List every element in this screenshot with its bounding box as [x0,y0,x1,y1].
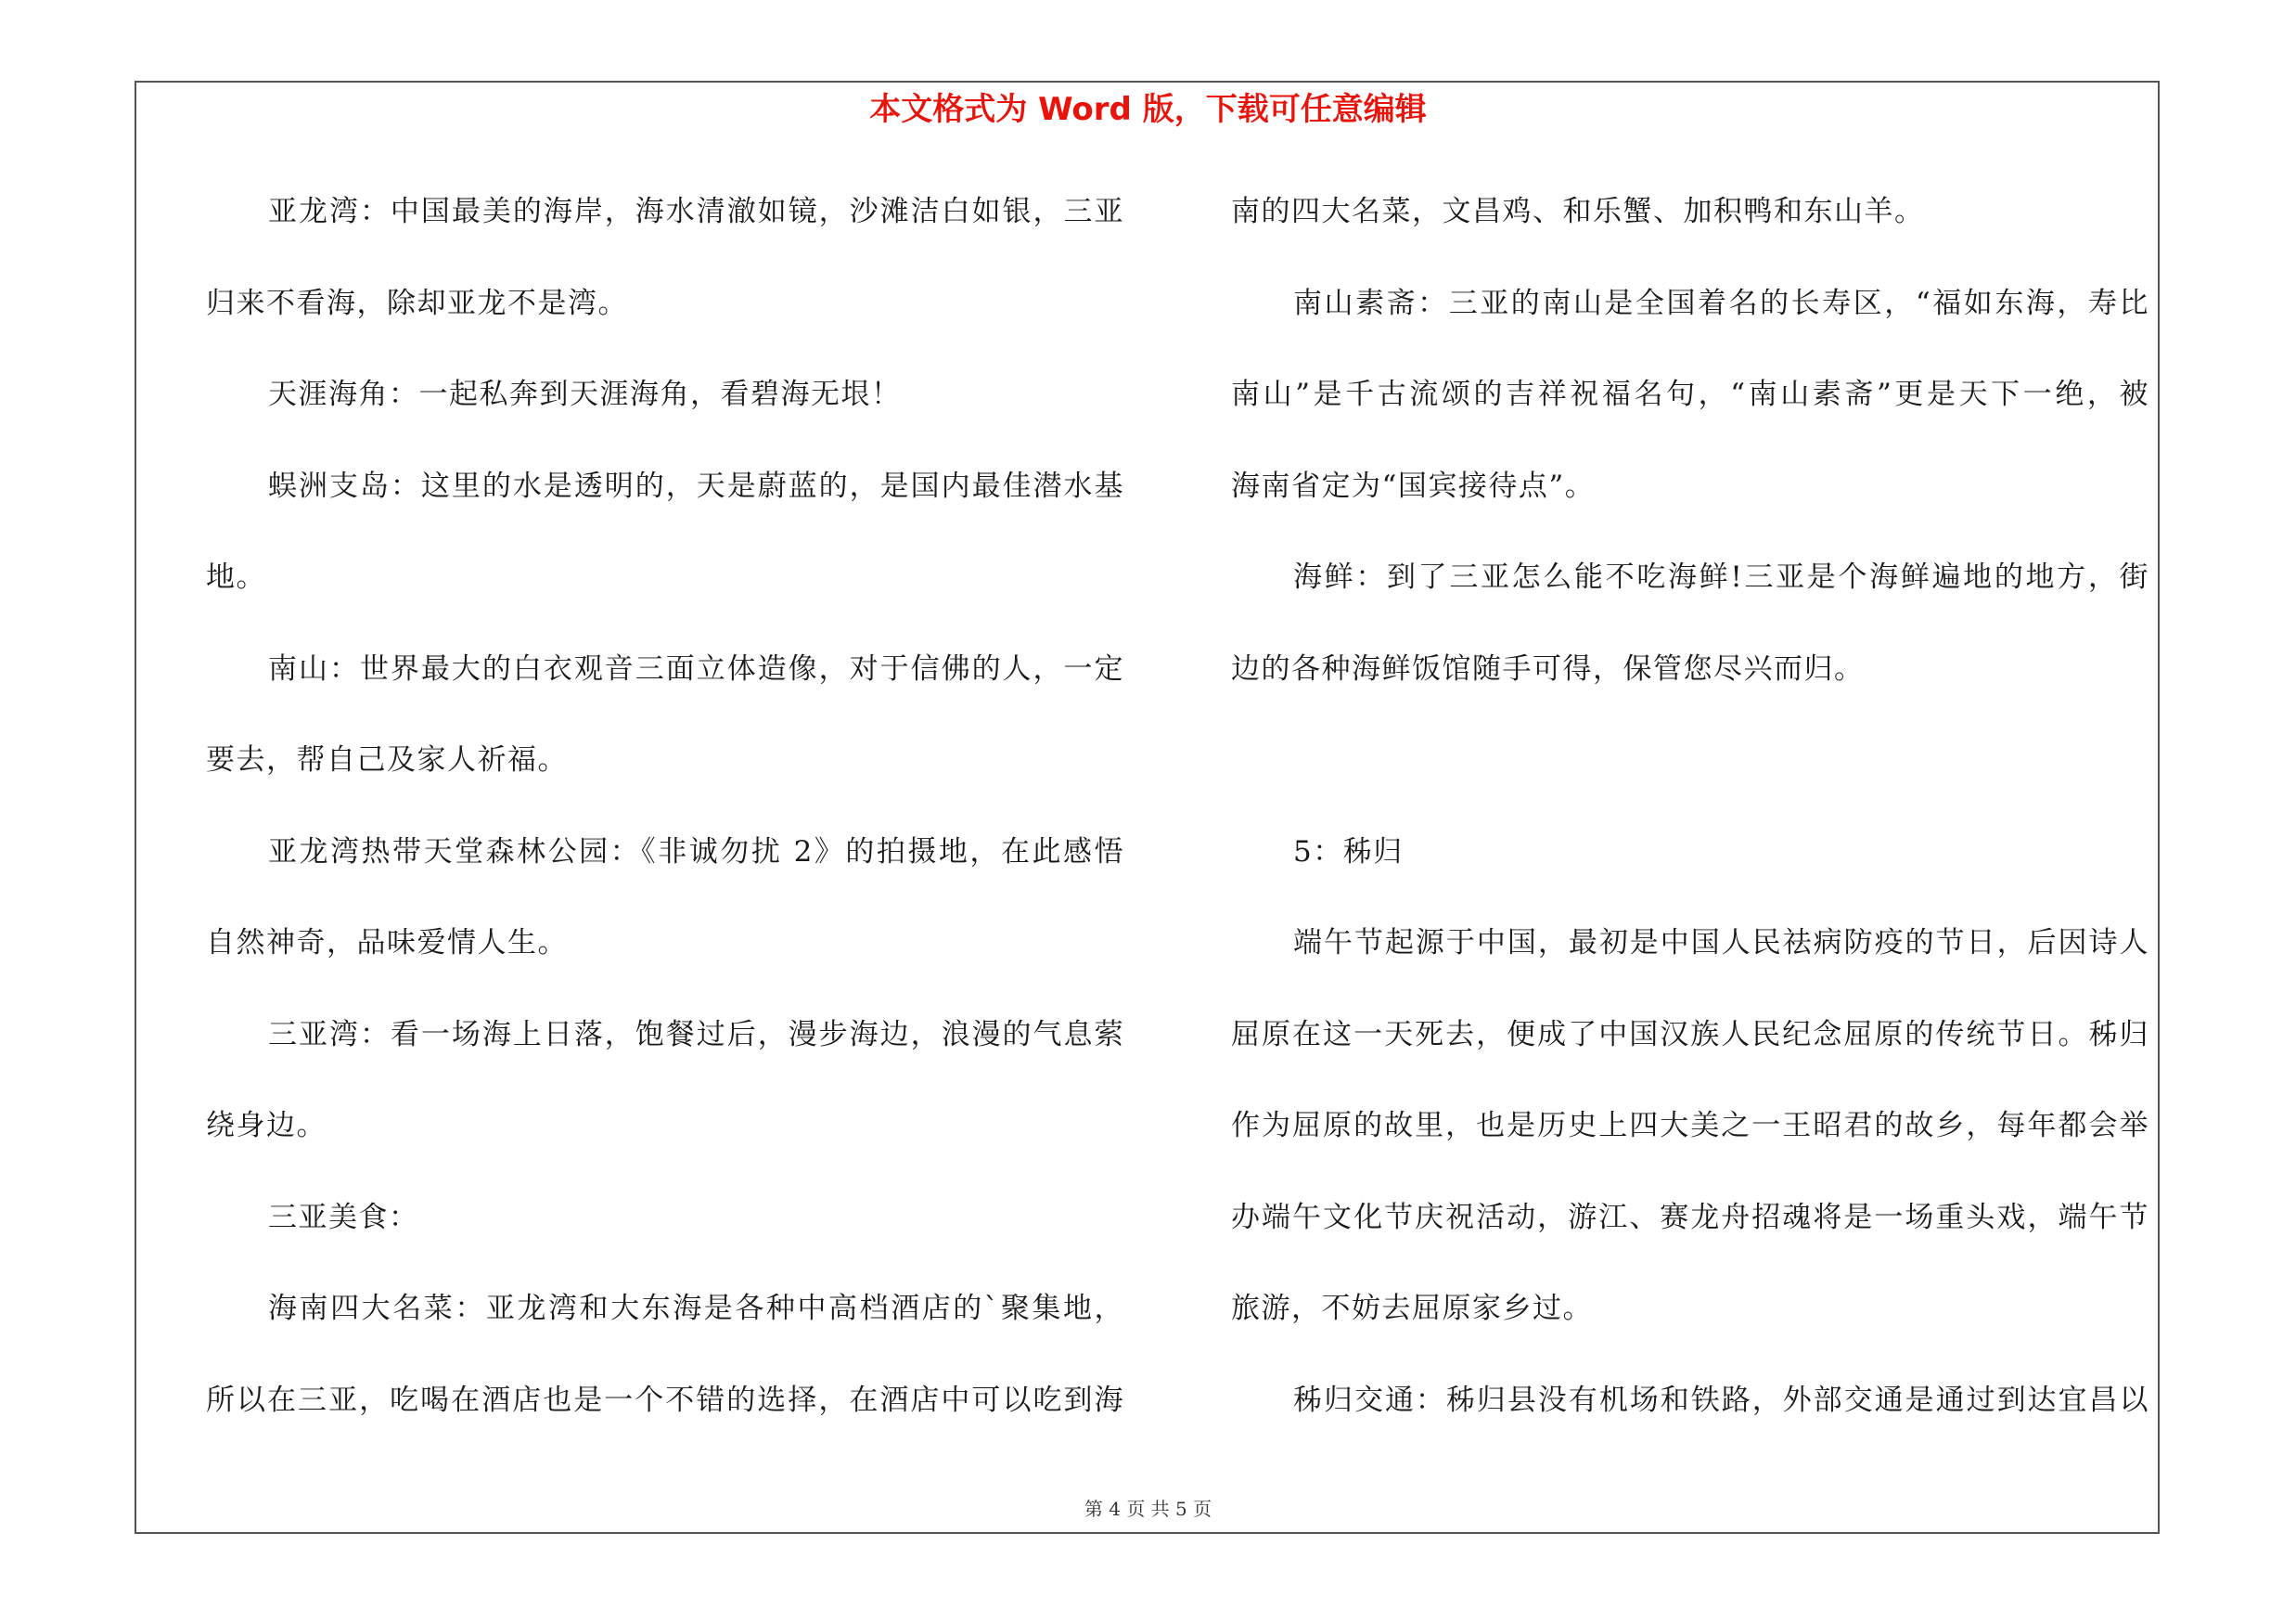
paragraph-line: 南山：世界最大的白衣观音三面立体造像，对于信佛的人，一定 [268,651,1124,686]
paragraph-line: 天涯海角：一起私奔到天涯海角，看碧海无垠！ [268,378,902,411]
paragraph-line: 亚龙湾：中国最美的海岸，海水清澈如镜，沙滩洁白如银，三亚 [268,195,1124,228]
paragraph-line: 旅游，不妨去屈原家乡过。 [1231,1292,1593,1325]
paragraph-line: 归来不看海，除却亚龙不是湾。 [206,286,628,320]
paragraph-line: 三亚湾：看一场海上日落，饱餐过后，漫步海边，浪漫的气息萦 [268,1017,1124,1051]
blank-line [1231,732,2149,824]
paragraph-line: 海南省定为“国宾接待点”。 [1231,469,1596,503]
paragraph-line: 绕身边。 [206,1109,327,1142]
page-number: 第 4 页 共 5 页 [1084,1498,1212,1520]
paragraph-line: 端午节起源于中国，最初是中国人民祛病防疫的节日，后因诗人 [1293,926,2149,960]
paragraph-line: 边的各种海鲜饭馆随手可得，保管您尽兴而归。 [1231,651,1865,686]
paragraph-line: 蜈洲支岛：这里的水是透明的，天是蔚蓝的，是国内最佳潜水基 [268,469,1124,503]
paragraph-line: 南山素斋：三亚的南山是全国着名的长寿区，“福如东海，寿比 [1293,286,2149,320]
paragraph-line: 办端午文化节庆祝活动，游江、赛龙舟招魂将是一场重头戏，端午节 [1231,1200,2149,1234]
left-column [206,184,1124,1463]
paragraph-line: 秭归交通：秭归县没有机场和铁路，外部交通是通过到达宜昌以 [1293,1383,2149,1417]
paragraph-line: 海南四大名菜：亚龙湾和大东海是各种中高档酒店的`聚集地， [268,1292,1124,1325]
paragraph-line: 屈原在这一天死去，便成了中国汉族人民纪念屈原的传统节日。秭归 [1231,1017,2149,1051]
section-heading: 三亚美食： [268,1200,419,1234]
right-column [1231,184,2149,1463]
paragraph-line: 要去，帮自己及家人祈福。 [206,743,568,777]
format-banner: 本文格式为 Word 版，下载可任意编辑 [869,91,1427,128]
paragraph-line: 自然神奇，品味爱情人生。 [206,926,568,960]
paragraph-line: 作为屈原的故里，也是历史上四大美之一王昭君的故乡，每年都会举 [1231,1109,2149,1142]
paragraph-line: 南的四大名菜，文昌鸡、和乐蟹、加积鸭和东山羊。 [1231,195,1925,228]
paragraph-line: 地。 [206,560,266,594]
paragraph-line: 南山”是千古流颂的吉祥祝福名句，“南山素斋”更是天下一绝，被 [1231,378,2149,411]
paragraph-line: 亚龙湾热带天堂森林公园：《非诚勿扰 2》的拍摄地，在此感悟 [268,834,1124,869]
paragraph-line: 海鲜：到了三亚怎么能不吃海鲜!三亚是个海鲜遍地的地方，街 [1293,560,2149,594]
section-heading: 5：秭归 [1293,834,1404,869]
paragraph-line: 所以在三亚，吃喝在酒店也是一个不错的选择，在酒店中可以吃到海 [206,1383,1124,1417]
